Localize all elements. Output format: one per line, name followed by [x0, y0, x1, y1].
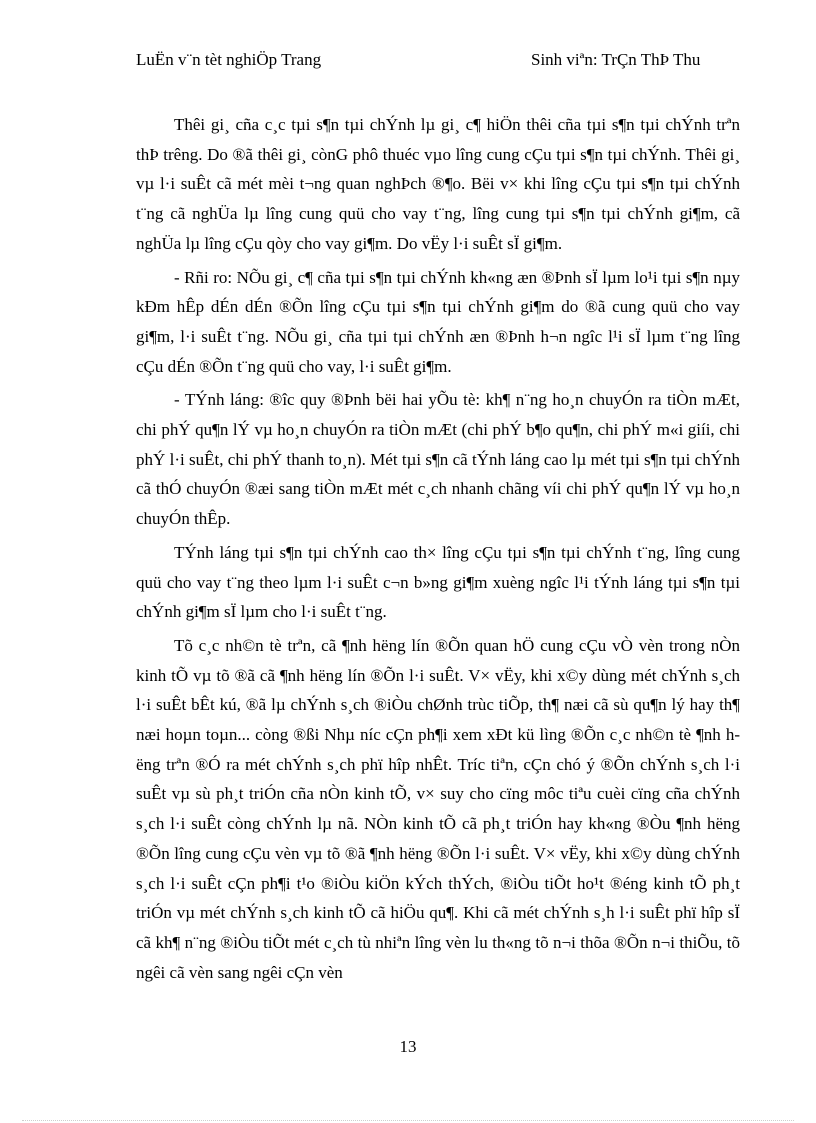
- document-body: [136, 110, 740, 991]
- page-number: 13: [399, 1037, 417, 1056]
- paragraph-market-price: Thêi gi¸ cña c¸c tµi s¶n tµi chÝnh lµ gi¸ c¶ hiÖn thêi cña tµi s¶n tµi chÝnh trªn thÞ trêng. Do ®ã thêi gi¸ cònG phô thuéc vµo lîng cung cÇu tµi s¶n tµi chÝnh. Thêi gi¸ vµ l·i suÊt cã mét mèi t¬ng quan nghÞch ®¶o. Bëi v× khi lîng cÇu tµi s¶n tµi chÝnh t¨ng cã nghÜa lµ lîng cung quü cho vay t¨ng, lîng cung tµi s¶n tµi chÝnh gi¶m, cã nghÜa lµ lîng cÇu qòy cho vay gi¶m. Do vËy l·i suÊt sÏ gi¶m.: [136, 115, 740, 253]
- paragraph-liquidity-effect: TÝnh láng tµi s¶n tµi chÝnh cao th× lîng cÇu tµi s¶n tµi chÝnh t¨ng, lîng cung quü cho vay t¨ng theo lµm l·i suÊt c¬n b»ng gi¶m xuèng ngîc l¹i tÝnh láng tµi s¶n tµi chÝnh gi¶m sÏ lµm cho l·i suÊt t¨ng.: [136, 542, 740, 622]
- paragraph-risk: - Rñi ro: NÕu gi¸ c¶ cña tµi s¶n tµi chÝnh kh«ng æn ®Þnh sÏ lµm lo¹i tµi s¶n nµy kÐm hÊp dÉn dÉn ®Õn lîng cÇu tµi s¶n tµi chÝnh gi¶m do ®ã cung quü cho vay gi¶m, l·i suÊt t¨ng. NÕu gi¸ cña tµi tµi chÝnh æn ®Þnh h¬n ngîc l¹i sÏ lµm t¨ng lîng cÇu dÉn ®Õn t¨ng quü cho vay, l·i suÊt gi¶m.: [136, 267, 740, 376]
- paragraph-liquidity: - TÝnh láng: ®îc quy ®Þnh bëi hai yÕu tè: kh¶ n¨ng ho¸n chuyÓn ra tiÒn mÆt, chi phÝ qu¶n lÝ vµ ho¸n chuyÓn ra tiÒn mÆt (chi phÝ b¶o qu¶n, chi phÝ m«i giíi, chi phÝ l·i suÊt, chi phÝ thanh to¸n). Mét tµi s¶n cã tÝnh láng cao lµ mét tµi s¶n tµi chÝnh cã thÓ chuyÓn ®æi sang tiÒn mÆt mét c¸ch nhanh chãng víi chi phÝ qu¶n lÝ vµ ho¸n chuyÓn thÊp.: [136, 390, 740, 529]
- paragraph-conclusion: Tõ c¸c nh©n tè trªn, cã ¶nh hëng lín ®Õn quan hÖ cung cÇu vÒ vèn trong nÒn kinh tÕ vµ tõ ®ã cã ¶nh hëng lín ®Õn l·i suÊt. V× vËy, khi x©y dùng mét chÝnh s¸ch l·i suÊt bÊt kú, ®ã lµ chÝnh s¸ch ®iÒu chØnh trùc tiÕp, th¶ næi cã sù qu¶n lý hay th¶ næi hoµn toµn... còng ®ßi Nhµ níc cÇn ph¶i xem xÐt kü lìng ®Õn c¸c nh©n tè ¶nh hëng trªn ®Ó ra mét chÝnh s¸ch phï hîp nhÊt. Tríc tiªn, cÇn chó ý ®Õn chÝnh s¸ch l·i suÊt vµ sù ph¸t triÓn cña nÒn kinh tÕ, v× suy cho cïng môc tiªu cuèi cïng cña chÝnh s¸ch l·i suÊt còng chÝnh lµ nã. NÒn kinh tÕ cã ph¸t triÓn hay kh«ng ®Òu ¶nh hëng ®Õn lîng cung cÇu vèn vµ tõ ®ã ¶nh hëng ®Õn l·i suÊt. V× vËy, khi x©y dùng chÝnh s¸ch l·i suÊt cÇn ph¶i t¹o ®iÒu kiÖn kÝch thÝch, ®iÒu tiÕt ho¹t ®éng kinh tÕ ph¸t triÓn vµ mét chÝnh s¸ch kinh tÕ cã hiÖu qu¶. Khi cã mét chÝnh s¸h l·i suÊt phï hîp sÏ cã kh¶ n¨ng ®iÒu tiÕt mét c¸ch tù nhiªn lîng vèn lu th«ng tõ n¬i thõa ®Õn n¬i thiÕu, tõ ngêi cã vèn sang ngêi cÇn vèn: [136, 635, 740, 982]
- header-thesis-title: LuËn v¨n tèt nghiÖp Trang: [136, 50, 322, 69]
- header-student-name: Sinh viªn: TrÇn ThÞ Thu: [531, 50, 701, 69]
- page-bottom-divider: [22, 1120, 794, 1121]
